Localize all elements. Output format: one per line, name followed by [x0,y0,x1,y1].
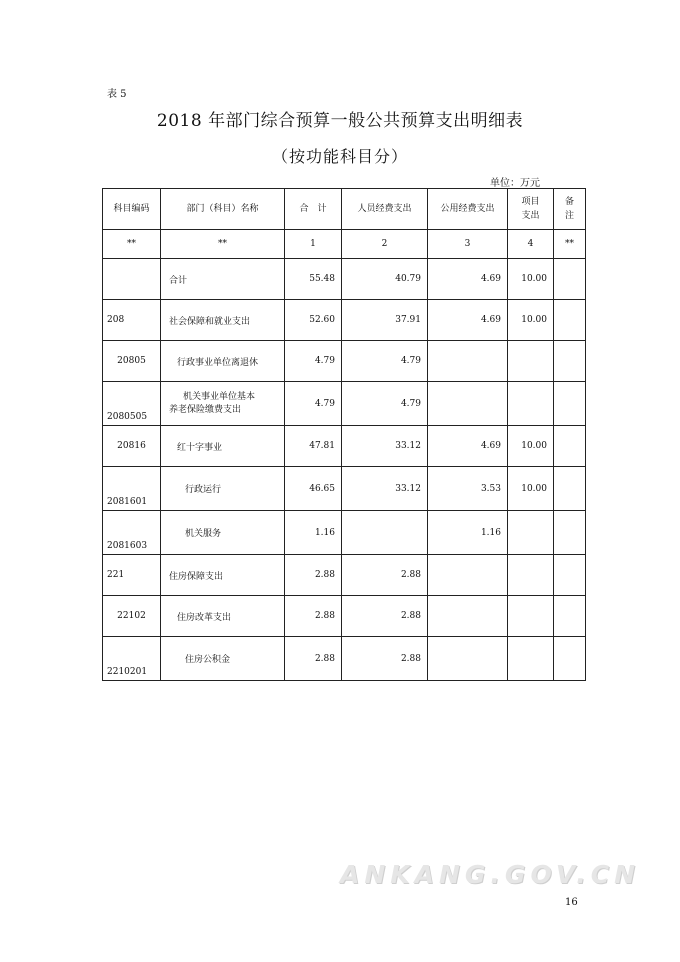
cell-total: 2.88 [285,637,342,681]
cell-code: 2080505 [103,382,161,426]
cell-total: 1.16 [285,511,342,555]
cell-total: 47.81 [285,426,342,467]
cell-code: 208 [103,300,161,341]
cell-total: 55.48 [285,259,342,300]
cell-name: 合计 [161,259,285,300]
header-personnel: 人员经费支出 [342,189,428,230]
cell-project: 10.00 [508,300,554,341]
cell-code: 2081603 [103,511,161,555]
cell-public: 4.69 [428,300,508,341]
table-row [103,300,586,341]
cell-personnel: 4.79 [342,341,428,382]
cell-project [508,511,554,555]
document-title: 2018 年部门综合预算一般公共预算支出明细表 [156,111,524,131]
cell-project [508,341,554,382]
cell-name: 社会保障和就业支出 [161,300,285,341]
cell-total: 46.65 [285,467,342,511]
index-cell: 3 [428,230,508,259]
table-row [103,596,586,637]
cell-total: 52.60 [285,300,342,341]
site-watermark: ANKANG.GOV.CN [340,860,641,889]
cell-name: 红十字事业 [161,426,285,467]
cell-total: 4.79 [285,341,342,382]
table-label: 表 5 [107,89,127,100]
cell-note [554,382,586,426]
table-row [103,259,586,300]
budget-table [102,188,586,681]
cell-public [428,341,508,382]
header-total: 合 计 [285,189,342,230]
header-note-text: 备 注 [564,197,574,221]
header-name: 部门（科目）名称 [161,189,285,230]
cell-note [554,596,586,637]
header-project-text: 项目 支出 [521,197,540,221]
cell-personnel [342,511,428,555]
cell-note [554,300,586,341]
cell-code [103,259,161,300]
cell-project: 10.00 [508,467,554,511]
cell-total: 4.79 [285,382,342,426]
cell-code: 20805 [103,341,161,382]
cell-note [554,259,586,300]
table-row [103,511,586,555]
cell-name-line: 养老保险缴费支出 [169,404,242,415]
cell-public [428,555,508,596]
cell-project [508,596,554,637]
cell-public [428,382,508,426]
index-cell: 1 [285,230,342,259]
cell-personnel: 2.88 [342,596,428,637]
cell-total: 2.88 [285,596,342,637]
cell-note [554,511,586,555]
cell-name-line: 机关事业单位基本 [183,391,256,402]
table-row [103,637,586,681]
index-cell: ** [103,230,161,259]
cell-public [428,596,508,637]
cell-personnel: 33.12 [342,467,428,511]
cell-name [161,382,285,426]
table-header-row [103,189,586,230]
cell-note [554,637,586,681]
cell-name: 机关服务 [161,511,285,555]
cell-public: 1.16 [428,511,508,555]
cell-personnel: 37.91 [342,300,428,341]
cell-code: 22102 [103,596,161,637]
document-subtitle: （按功能科目分） [271,147,408,166]
cell-project [508,555,554,596]
cell-personnel: 33.12 [342,426,428,467]
cell-public: 4.69 [428,426,508,467]
cell-public: 3.53 [428,467,508,511]
cell-total: 2.88 [285,555,342,596]
header-public: 公用经费支出 [428,189,508,230]
page-number: 16 [565,897,578,908]
table-row [103,382,586,426]
index-cell: 4 [508,230,554,259]
index-cell: ** [161,230,285,259]
cell-project [508,637,554,681]
table-row [103,555,586,596]
cell-note [554,467,586,511]
header-note [554,189,586,230]
cell-public: 4.69 [428,259,508,300]
header-code: 科目编码 [103,189,161,230]
unit-label: 单位：万元 [490,178,540,189]
cell-note [554,555,586,596]
cell-personnel: 40.79 [342,259,428,300]
cell-public [428,637,508,681]
cell-name: 住房公积金 [161,637,285,681]
table-row [103,467,586,511]
cell-name: 住房保障支出 [161,555,285,596]
cell-note [554,341,586,382]
cell-personnel: 2.88 [342,637,428,681]
cell-name: 行政事业单位离退休 [161,341,285,382]
table-index-row [103,230,586,259]
header-project [508,189,554,230]
cell-project [508,382,554,426]
index-cell: ** [554,230,586,259]
cell-project: 10.00 [508,259,554,300]
cell-name: 行政运行 [161,467,285,511]
cell-project: 10.00 [508,426,554,467]
index-cell: 2 [342,230,428,259]
cell-code: 221 [103,555,161,596]
cell-personnel: 4.79 [342,382,428,426]
table-row [103,341,586,382]
cell-note [554,426,586,467]
cell-code: 2081601 [103,467,161,511]
cell-personnel: 2.88 [342,555,428,596]
cell-code: 2210201 [103,637,161,681]
cell-code: 20816 [103,426,161,467]
cell-name: 住房改革支出 [161,596,285,637]
table-row [103,426,586,467]
